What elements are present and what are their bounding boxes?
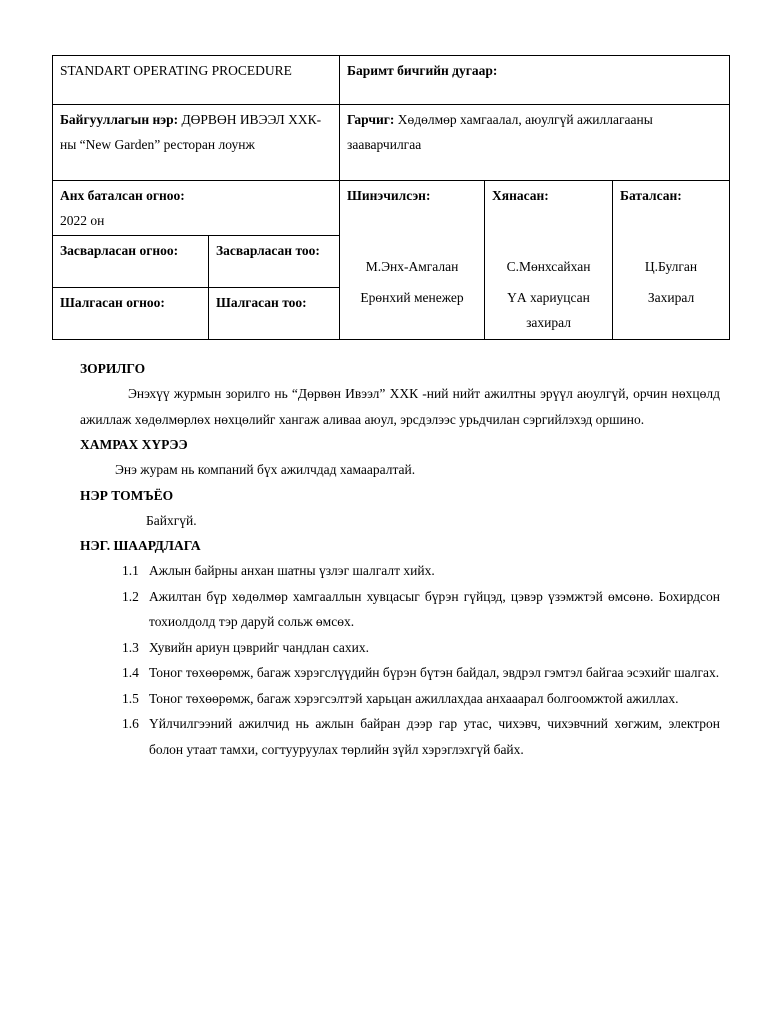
- list-item: [122, 711, 720, 762]
- updated-by-cell: [340, 181, 485, 340]
- item-text: Үйлчилгээний ажилчид нь ажлын байран дээр гар утас, чихэвч, чихэвчний хөгжим, электрон болон утаат тамхи, согтууруулах төрлийн зүйл хэрэглэхгүй байх.: [149, 716, 720, 757]
- requirements-heading: НЭГ. ШААРДЛАГА: [80, 538, 201, 553]
- updated-by-label: Шинэчилсэн:: [347, 188, 431, 203]
- doc-number-label: Баримт бичгийн дугаар:: [340, 56, 730, 105]
- sop-title: STANDART OPERATING PROCEDURE: [53, 56, 340, 105]
- terms-text: Байхгүй.: [146, 512, 197, 528]
- list-item: [122, 660, 720, 686]
- reviewed-by-label: Хянасан:: [492, 188, 549, 203]
- revised-date-label: Засварласан огноо:: [53, 236, 209, 288]
- org-label: Байгууллагын нэр:: [60, 112, 179, 127]
- item-number: 1.5: [122, 690, 139, 706]
- item-number: 1.3: [122, 639, 139, 655]
- reviewed-by-cell: [485, 181, 613, 340]
- approved-by-name: Ц.Булган: [644, 259, 698, 274]
- list-item: [122, 635, 720, 661]
- first-approved-label: Анх баталсан огноо:: [60, 188, 185, 203]
- list-item: [122, 584, 720, 635]
- organization-cell: [53, 105, 340, 181]
- subject-label: Гарчиг:: [347, 112, 395, 127]
- updated-by-name: М.Энх-Амгалан: [365, 259, 459, 274]
- updated-by-role: Ерөнхий менежер: [360, 290, 464, 305]
- approved-by-label: Баталсан:: [620, 188, 682, 203]
- list-item: [122, 558, 720, 584]
- checked-count-label: Шалгасан тоо:: [209, 288, 340, 340]
- item-number: 1.2: [122, 588, 139, 604]
- subject-cell: [340, 105, 730, 181]
- item-text: Тоног төхөөрөмж, багаж хэрэгсэлтэй харьцан ажиллахдаа анхааарал болгоомжтой ажиллах.: [149, 690, 679, 706]
- approved-by-role: Захирал: [647, 290, 695, 305]
- goal-heading: ЗОРИЛГО: [80, 361, 146, 376]
- list-item: [122, 686, 720, 712]
- first-approved-cell: [53, 181, 340, 236]
- terms-heading: НЭР ТОМЪЁО: [80, 487, 174, 503]
- approved-by-cell: [613, 181, 730, 340]
- checked-date-label: Шалгасан огноо:: [53, 288, 209, 340]
- item-text: Хувийн ариун цэврийг чандлан сахих.: [149, 639, 370, 655]
- requirements-list: [80, 558, 720, 762]
- item-number: 1.1: [122, 563, 139, 578]
- item-text: Ажилтан бүр хөдөлмөр хамгааллын хувцасыг бүрэн гүйцэд, цэвэр үзэмжтэй өмсөнө. Бохирдсон тохиолдолд тэр даруй сольж өмсөх.: [149, 588, 720, 629]
- item-text: Тоног төхөөрөмж, багаж хэрэгслүүдийн бүрэн бүтэн байдал, эвдрэл гэмтэл байгаа эсэхийг шалгах.: [149, 665, 720, 680]
- item-text: Ажлын байрны анхан шатны үзлэг шалгалт хийх.: [149, 563, 435, 578]
- scope-heading: ХАМРАХ ХҮРЭЭ: [80, 437, 188, 452]
- document-body: [80, 356, 720, 762]
- subject-value: Хөдөлмөр хамгаалал, аюулгүй ажиллагааны зааварчилгаа: [347, 112, 653, 152]
- item-number: 1.4: [122, 665, 139, 680]
- sop-header-table: [52, 55, 730, 340]
- scope-text: Энэ журам нь компаний бүх ажилчдад хамааралтай.: [115, 462, 416, 477]
- revised-count-label: Засварласан тоо:: [209, 236, 340, 288]
- org-value: ДӨРВӨН ИВЭЭЛ ХХК-ны “New Garden” ресторан лоунж: [60, 112, 322, 152]
- reviewed-by-name: С.Мөнхсайхан: [506, 259, 591, 274]
- goal-text: Энэхүү журмын зорилго нь “Дөрвөн Ивээл” ХХК -ний нийт ажилтны эрүүл аюулгүй, орчин нөхцөлд ажиллаж хөдөлмөрлөх нөхцөлийг хангаж аливаа аюул, эрсдэлээс урьдчилан сэргийлэхэд оршино.: [80, 386, 720, 427]
- first-approved-value: 2022 он: [60, 213, 105, 228]
- reviewed-by-role: ҮА хариуцсан захирал: [507, 290, 590, 330]
- item-number: 1.6: [122, 716, 139, 731]
